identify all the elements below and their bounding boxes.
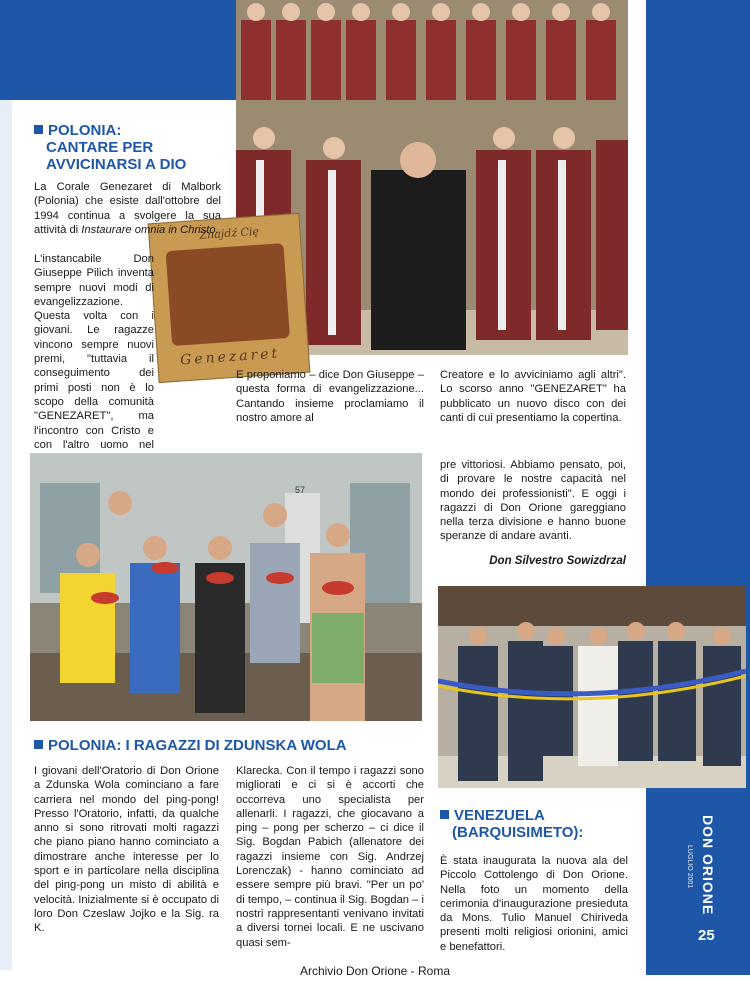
archive-footer: Archivio Don Orione - Roma (299, 964, 451, 978)
sidebar-masthead (686, 815, 740, 945)
heading-bullet-icon (34, 740, 43, 749)
article3-text: È stata inaugurata la nuova ala del Piccolo Cottolengo di Don Orione. Nella foto un momento della cerimonia d'inaugurazione presieduta da Mons. Tulio Manuel Chiriveda presenti molti religiosi orionini, amici e benefattori. (440, 855, 628, 953)
inauguration-illustration (438, 586, 746, 788)
article2-column1: I giovani dell'Oratorio di Don Orione a Zdunska Wola cominciano a fare carriera nel mondo del ping-pong! Presso l'Oratorio, infatti, da qualche anno si sono ritrovati molti ragazzi che piano piano hanno cominciato a dimostrare anche interesse per lo sport e in particolare nella disciplina del ping-pong un misto di abilità e velocità. Inizialmente si è occupato di loro Don Czeslaw Jojko e la Sig. ra K. (34, 765, 219, 935)
article2-signature: Don Silvestro Sowizdrzal (489, 555, 626, 567)
priest-figure (371, 142, 466, 350)
left-blue-strip (0, 100, 12, 970)
article1-column1-continued: L'instancabile Don Giuseppe Pilich inventa sempre nuovi modi di evangelizzazione. Questa volta con i giovani. Le ragazze vincono sempre nuovi premi, "tuttavia il conseguimento dei primi posti non è lo scopo della comunità "GENEZARET", ma l'incontro con Cristo e con l'altro uomo nel (34, 253, 154, 451)
article2-column3: pre vittoriosi. Abbiamo pensato, poi, di provare le nostre capacità nel mondo dei professionisti". E oggi i ragazzi di Don Orione gareggiano nella terza divisione e hanno buone speranze di andare avanti. (440, 459, 626, 543)
boys-illustration (30, 453, 422, 721)
cd-title-top: Znajdź Cię (199, 224, 260, 242)
venezuela-photo (438, 586, 746, 788)
article1-column1: La Corale Genezaret di Malbork (Polonia) che esiste dall'ottobre del 1994 continua a svolgere la sua attività di Instaurare omnia in Christo. (34, 181, 221, 236)
article3-heading: VENEZUELA (BARQUISIMETO): (440, 807, 640, 841)
magazine-title: DON ORIONE (700, 815, 716, 916)
article1-column3: Creatore e lo avviciniamo agli altri". Lo scorso anno "GENEZARET" ha pubblicato un nuovo disco con dei canti di cui presentiamo la copertina. (440, 369, 626, 424)
cd-cover (148, 213, 311, 383)
door-number: 57 (295, 485, 306, 495)
article2-heading: POLONIA: I RAGAZZI DI ZDUNSKA WOLA (34, 737, 434, 754)
page-number: 25 (698, 927, 715, 944)
top-left-blue-band (0, 0, 236, 100)
heading-bullet-icon (440, 810, 449, 819)
article1-column2: E proponiamo – dice Don Giuseppe – questa forma di evangelizzazione... Cantando insieme proclamiamo il nostro amore al (236, 369, 424, 424)
cd-artwork (166, 243, 290, 346)
article1-heading: POLONIA: CANTARE PER AVVICINARSI A DIO (34, 122, 234, 173)
issue-date: LUGLIO 2001 (686, 845, 693, 889)
choir-row-back (241, 20, 616, 100)
boys-photo (30, 453, 422, 721)
cd-title-bottom: Genezaret (179, 345, 281, 369)
heading-bullet-icon (34, 125, 43, 134)
article2-column2: Klarecka. Con il tempo i ragazzi sono migliorati e ci si è accorti che occorreva uno specialista per allenarli. I ragazzi, che giocavano a ping – pong per scherzo – ci dice il Sig. Bogdan Pabich (allenatore dei ragazzi insieme con Sig. Andrzej Lorenczak) - hanno cominciato ad essere sempre più bravi. "Per un po' di tempo, – continua il Sig. Bogdan – i nostri rappresentanti venivano invitati a diversi tornei locali. E ne uscivano quasi sem- (236, 765, 424, 949)
